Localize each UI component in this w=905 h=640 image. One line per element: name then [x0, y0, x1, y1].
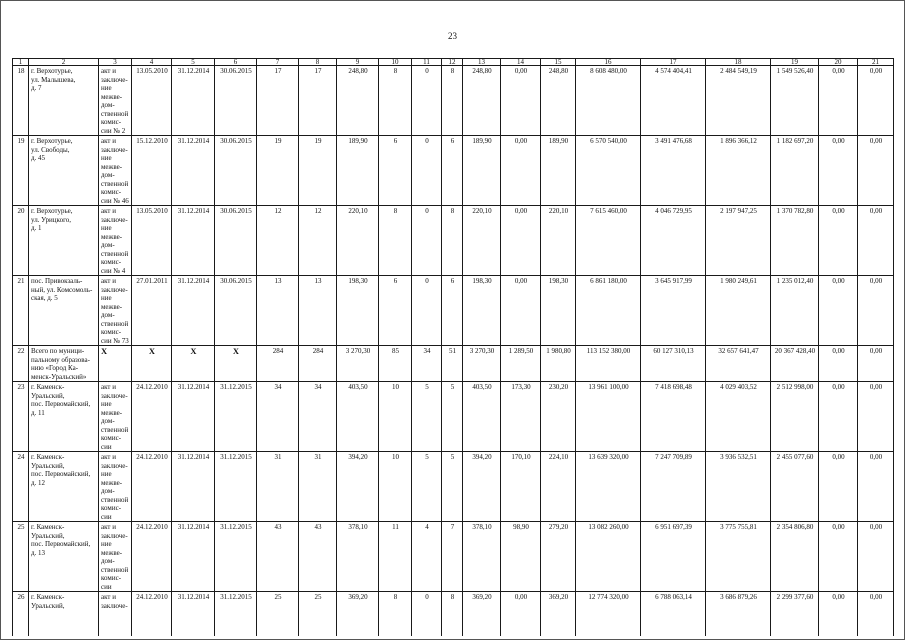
column-number: 5 [172, 59, 215, 66]
value-cell: 369,20 [541, 592, 576, 636]
value-cell: 170,10 [501, 452, 541, 522]
value-cell: 0,00 [501, 66, 541, 136]
row-number-cell: 25 [13, 522, 29, 592]
row-number-cell: 23 [13, 382, 29, 452]
date-cell: 31.12.2014 [172, 452, 215, 522]
value-cell: 6 [442, 276, 463, 346]
date-cell: 30.06.2015 [215, 206, 257, 276]
value-cell: 3 270,30 [463, 346, 501, 382]
value-cell: 17 [299, 66, 337, 136]
column-number: 19 [771, 59, 819, 66]
value-cell: 189,90 [463, 136, 501, 206]
date-cell: 31.12.2014 [172, 522, 215, 592]
value-cell: 2 354 806,80 [771, 522, 819, 592]
value-cell: 7 [442, 522, 463, 592]
date-cell: X [215, 346, 257, 382]
value-cell: 1 549 526,40 [771, 66, 819, 136]
value-cell: 1 896 366,12 [706, 136, 771, 206]
value-cell: 19 [299, 136, 337, 206]
value-cell: 13 639 320,00 [576, 452, 641, 522]
value-cell: 230,20 [541, 382, 576, 452]
value-cell: 0,00 [858, 136, 894, 206]
value-cell: 13 [257, 276, 299, 346]
value-cell: 0 [412, 276, 442, 346]
date-cell: 31.12.2015 [215, 592, 257, 636]
date-cell: 24.12.2010 [132, 592, 172, 636]
value-cell: 0,00 [819, 522, 858, 592]
column-number: 10 [379, 59, 412, 66]
value-cell: 12 [257, 206, 299, 276]
value-cell: 284 [257, 346, 299, 382]
value-cell: 32 657 641,47 [706, 346, 771, 382]
value-cell: 5 [412, 452, 442, 522]
address-cell: г. Верхотурье, ул. Малышева, д. 7 [29, 66, 99, 136]
date-cell: 13.05.2010 [132, 66, 172, 136]
date-cell: 24.12.2010 [132, 382, 172, 452]
value-cell: 6 570 540,00 [576, 136, 641, 206]
value-cell: 7 615 460,00 [576, 206, 641, 276]
value-cell: 220,10 [337, 206, 379, 276]
value-cell: 6 951 697,39 [641, 522, 706, 592]
value-cell: 0,00 [858, 592, 894, 636]
value-cell: 7 418 698,48 [641, 382, 706, 452]
value-cell: 7 247 709,89 [641, 452, 706, 522]
document-cell: акт и заключе- [99, 592, 132, 636]
value-cell: 173,30 [501, 382, 541, 452]
value-cell: 10 [379, 382, 412, 452]
value-cell: 85 [379, 346, 412, 382]
date-cell: 31.12.2014 [172, 276, 215, 346]
table-row [13, 206, 894, 276]
value-cell: 0,00 [819, 452, 858, 522]
value-cell: 189,90 [541, 136, 576, 206]
value-cell: 378,10 [463, 522, 501, 592]
value-cell: 4 [412, 522, 442, 592]
date-cell: 27.01.2011 [132, 276, 172, 346]
value-cell: 4 046 729,95 [641, 206, 706, 276]
value-cell: 3 936 532,51 [706, 452, 771, 522]
column-number: 17 [641, 59, 706, 66]
value-cell: 31 [257, 452, 299, 522]
value-cell: 17 [257, 66, 299, 136]
value-cell: 220,10 [463, 206, 501, 276]
column-number: 16 [576, 59, 641, 66]
value-cell: 220,10 [541, 206, 576, 276]
value-cell: 3 686 879,26 [706, 592, 771, 636]
value-cell: 1 182 697,20 [771, 136, 819, 206]
value-cell: 31 [299, 452, 337, 522]
value-cell: 403,50 [337, 382, 379, 452]
row-number-cell: 26 [13, 592, 29, 636]
column-number: 2 [29, 59, 99, 66]
value-cell: 2 512 998,00 [771, 382, 819, 452]
value-cell: 0,00 [501, 276, 541, 346]
table-row [13, 346, 894, 382]
value-cell: 0 [412, 136, 442, 206]
value-cell: 12 774 320,00 [576, 592, 641, 636]
column-number: 20 [819, 59, 858, 66]
document-cell: акт и заключе- ние межве- дом- ственной комис- сии [99, 522, 132, 592]
row-number-cell: 22 [13, 346, 29, 382]
value-cell: 0 [412, 206, 442, 276]
value-cell: 25 [299, 592, 337, 636]
value-cell: 8 [379, 66, 412, 136]
value-cell: 2 299 377,60 [771, 592, 819, 636]
value-cell: 0,00 [858, 206, 894, 276]
value-cell: 3 775 755,81 [706, 522, 771, 592]
date-cell: 24.12.2010 [132, 522, 172, 592]
date-cell: X [172, 346, 215, 382]
date-cell: 31.12.2015 [215, 382, 257, 452]
value-cell: 8 [442, 206, 463, 276]
value-cell: 198,30 [337, 276, 379, 346]
value-cell: 13 961 100,00 [576, 382, 641, 452]
value-cell: 198,30 [541, 276, 576, 346]
date-cell: 31.12.2014 [172, 136, 215, 206]
table-row [13, 276, 894, 346]
date-cell: 30.06.2015 [215, 276, 257, 346]
column-number: 4 [132, 59, 172, 66]
table-body [13, 66, 894, 636]
value-cell: 113 152 380,00 [576, 346, 641, 382]
value-cell: 6 [379, 136, 412, 206]
document-cell: акт и заключе- ние межве- дом- ственной комис- сии [99, 452, 132, 522]
value-cell: 34 [299, 382, 337, 452]
value-cell: 0,00 [819, 346, 858, 382]
address-cell: г. Верхотурье, ул. Урицкого, д. 1 [29, 206, 99, 276]
value-cell: 3 491 476,68 [641, 136, 706, 206]
document-cell: акт и заключе- ние межве- дом- ственной комис- сии № 4 [99, 206, 132, 276]
value-cell: 0,00 [858, 346, 894, 382]
value-cell: 0,00 [819, 276, 858, 346]
column-number: 6 [215, 59, 257, 66]
column-number: 8 [299, 59, 337, 66]
date-cell: 31.12.2014 [172, 382, 215, 452]
value-cell: 189,90 [337, 136, 379, 206]
value-cell: 13 082 260,00 [576, 522, 641, 592]
date-cell: 30.06.2015 [215, 136, 257, 206]
date-cell: 31.12.2014 [172, 206, 215, 276]
value-cell: 0,00 [858, 66, 894, 136]
value-cell: 6 788 063,14 [641, 592, 706, 636]
value-cell: 0,00 [858, 522, 894, 592]
value-cell: 6 861 180,00 [576, 276, 641, 346]
column-number: 21 [858, 59, 894, 66]
address-cell: г. Каменск- Уральский, [29, 592, 99, 636]
row-number-cell: 20 [13, 206, 29, 276]
value-cell: 2 197 947,25 [706, 206, 771, 276]
value-cell: 1 980 249,61 [706, 276, 771, 346]
value-cell: 2 484 549,19 [706, 66, 771, 136]
date-cell: 31.12.2015 [215, 452, 257, 522]
page-number: 23 [448, 31, 457, 41]
value-cell: 0,00 [501, 206, 541, 276]
value-cell: 248,80 [337, 66, 379, 136]
value-cell: 13 [299, 276, 337, 346]
value-cell: 0,00 [819, 136, 858, 206]
date-cell: 15.12.2010 [132, 136, 172, 206]
value-cell: 34 [257, 382, 299, 452]
document-cell: акт и заключе- ние межве- дом- ственной комис- сии № 46 [99, 136, 132, 206]
table-row [13, 592, 894, 636]
row-number-cell: 18 [13, 66, 29, 136]
value-cell: 0,00 [501, 136, 541, 206]
value-cell: 6 [379, 276, 412, 346]
column-number: 13 [463, 59, 501, 66]
value-cell: 3 645 917,99 [641, 276, 706, 346]
value-cell: 8 [442, 66, 463, 136]
row-number-cell: 19 [13, 136, 29, 206]
column-number: 3 [99, 59, 132, 66]
column-number: 14 [501, 59, 541, 66]
table-row [13, 66, 894, 136]
column-number: 15 [541, 59, 576, 66]
value-cell: 43 [257, 522, 299, 592]
value-cell: 34 [412, 346, 442, 382]
value-cell: 279,20 [541, 522, 576, 592]
date-cell: 31.12.2015 [215, 522, 257, 592]
value-cell: 1 370 782,80 [771, 206, 819, 276]
value-cell: 248,80 [463, 66, 501, 136]
document-cell: X [99, 346, 132, 382]
value-cell: 0,00 [858, 276, 894, 346]
value-cell: 3 270,30 [337, 346, 379, 382]
value-cell: 12 [299, 206, 337, 276]
column-number-row [13, 59, 894, 66]
document-cell: акт и заключе- ние межве- дом- ственной комис- сии [99, 382, 132, 452]
value-cell: 284 [299, 346, 337, 382]
value-cell: 394,20 [463, 452, 501, 522]
value-cell: 369,20 [337, 592, 379, 636]
value-cell: 8 608 480,00 [576, 66, 641, 136]
value-cell: 0,00 [819, 206, 858, 276]
value-cell: 43 [299, 522, 337, 592]
date-cell: 24.12.2010 [132, 452, 172, 522]
address-cell: г. Верхотурье, ул. Свободы, д. 45 [29, 136, 99, 206]
value-cell: 4 029 403,52 [706, 382, 771, 452]
value-cell: 0,00 [819, 66, 858, 136]
date-cell: X [132, 346, 172, 382]
date-cell: 13.05.2010 [132, 206, 172, 276]
column-number: 9 [337, 59, 379, 66]
value-cell: 248,80 [541, 66, 576, 136]
value-cell: 8 [379, 592, 412, 636]
value-cell: 0,00 [858, 452, 894, 522]
value-cell: 0 [412, 592, 442, 636]
date-cell: 31.12.2014 [172, 66, 215, 136]
value-cell: 198,30 [463, 276, 501, 346]
value-cell: 51 [442, 346, 463, 382]
value-cell: 4 574 404,41 [641, 66, 706, 136]
value-cell: 1 289,50 [501, 346, 541, 382]
row-number-cell: 24 [13, 452, 29, 522]
value-cell: 394,20 [337, 452, 379, 522]
value-cell: 0,00 [819, 382, 858, 452]
column-number: 11 [412, 59, 442, 66]
value-cell: 20 367 428,40 [771, 346, 819, 382]
data-table [12, 58, 894, 636]
address-cell: Всего по муници- пальному образова- нию «Город Ка- менск-Уральский» [29, 346, 99, 382]
value-cell: 98,90 [501, 522, 541, 592]
value-cell: 403,50 [463, 382, 501, 452]
column-number: 1 [13, 59, 29, 66]
value-cell: 60 127 310,13 [641, 346, 706, 382]
address-cell: пос. Привокзаль- ный, ул. Комсомоль- ская, д. 5 [29, 276, 99, 346]
value-cell: 11 [379, 522, 412, 592]
value-cell: 19 [257, 136, 299, 206]
address-cell: г. Каменск- Уральский, пос. Первомайский, д. 12 [29, 452, 99, 522]
value-cell: 2 455 077,60 [771, 452, 819, 522]
document-cell: акт и заключе- ние межве- дом- ственной комис- сии № 73 [99, 276, 132, 346]
value-cell: 378,10 [337, 522, 379, 592]
value-cell: 0 [412, 66, 442, 136]
value-cell: 1 980,80 [541, 346, 576, 382]
value-cell: 8 [379, 206, 412, 276]
address-cell: г. Каменск- Уральский, пос. Первомайский, д. 11 [29, 382, 99, 452]
document-cell: акт и заключе- ние межве- дом- ственной комис- сии № 2 [99, 66, 132, 136]
value-cell: 5 [412, 382, 442, 452]
address-cell: г. Каменск- Уральский, пос. Первомайский, д. 13 [29, 522, 99, 592]
column-number: 12 [442, 59, 463, 66]
table-row [13, 136, 894, 206]
value-cell: 0,00 [858, 382, 894, 452]
row-number-cell: 21 [13, 276, 29, 346]
value-cell: 5 [442, 382, 463, 452]
table-row [13, 452, 894, 522]
date-cell: 30.06.2015 [215, 66, 257, 136]
date-cell: 31.12.2014 [172, 592, 215, 636]
value-cell: 10 [379, 452, 412, 522]
value-cell: 25 [257, 592, 299, 636]
column-number: 18 [706, 59, 771, 66]
value-cell: 1 235 012,40 [771, 276, 819, 346]
value-cell: 0,00 [501, 592, 541, 636]
value-cell: 369,20 [463, 592, 501, 636]
table-row [13, 522, 894, 592]
value-cell: 5 [442, 452, 463, 522]
column-number: 7 [257, 59, 299, 66]
value-cell: 8 [442, 592, 463, 636]
value-cell: 224,10 [541, 452, 576, 522]
value-cell: 0,00 [819, 592, 858, 636]
value-cell: 6 [442, 136, 463, 206]
table-row [13, 382, 894, 452]
